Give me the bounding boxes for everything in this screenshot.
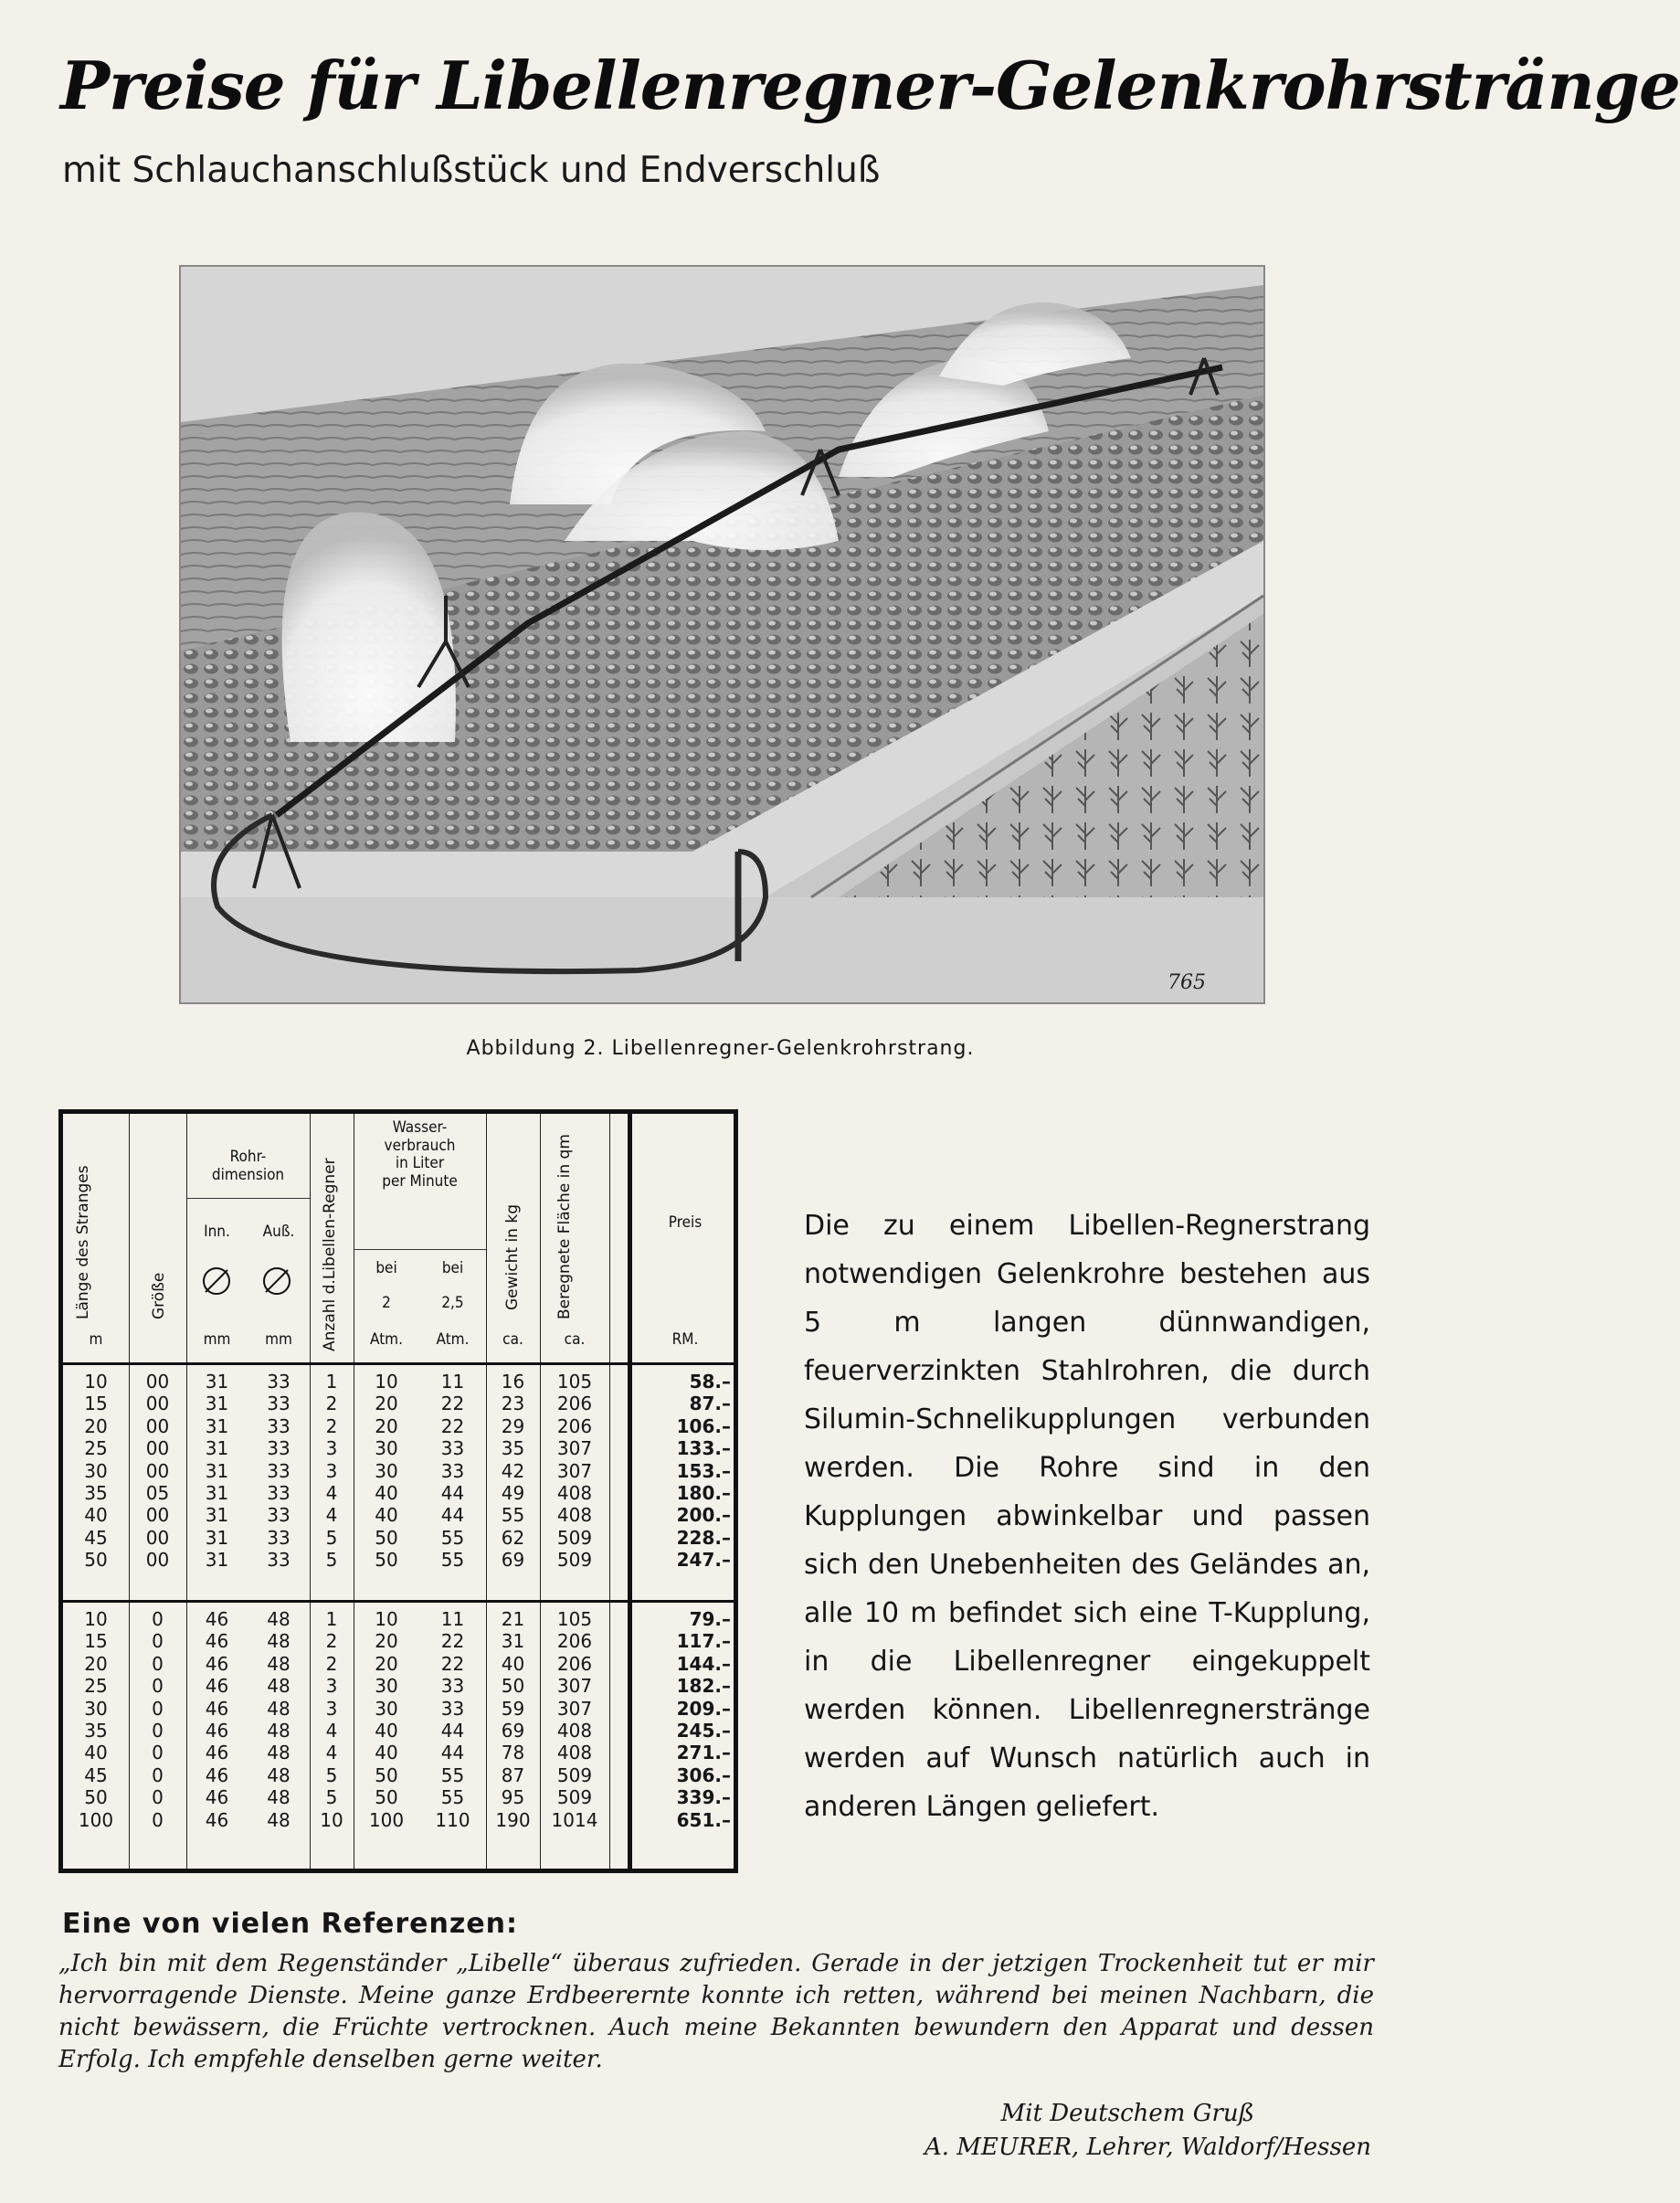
- header-atm-unit-2: Atm.: [436, 1330, 470, 1349]
- cell-area: 1014: [551, 1808, 598, 1831]
- table-row: [63, 1393, 734, 1414]
- table-row: [63, 1438, 734, 1458]
- header-at-2: bei: [441, 1259, 464, 1277]
- table-row: [63, 1765, 734, 1785]
- cell-water-2-5atm: 44: [440, 1504, 465, 1527]
- table-row: [63, 1416, 734, 1436]
- price-table: [58, 1109, 738, 1873]
- cell-inner-diameter: 46: [205, 1808, 229, 1831]
- cell-area: 408: [556, 1742, 593, 1764]
- header-length: Länge des Stranges: [74, 1165, 92, 1319]
- cell-area: 509: [556, 1786, 593, 1809]
- cell-water-2atm: 30: [375, 1459, 398, 1482]
- cell-inner-diameter: 31: [205, 1526, 229, 1549]
- cell-area: 206: [556, 1652, 593, 1675]
- cell-inner-diameter: 46: [205, 1652, 229, 1675]
- cell-water-2-5atm: 22: [440, 1630, 465, 1653]
- cell-inner-diameter: 46: [205, 1742, 229, 1764]
- cell-water-2atm: 50: [375, 1763, 398, 1786]
- cell-size: 0: [152, 1608, 164, 1630]
- header-atm-unit-1: Atm.: [370, 1330, 403, 1349]
- cell-water-2-5atm: 11: [440, 1608, 465, 1630]
- cell-water-2-5atm: 44: [440, 1742, 465, 1764]
- diameter-symbol-inner: [203, 1267, 230, 1295]
- cell-inner-diameter: 46: [205, 1697, 229, 1720]
- cell-size: 0: [152, 1808, 164, 1831]
- cell-length: 50: [84, 1786, 108, 1809]
- cell-price: 271.–: [676, 1742, 731, 1764]
- cell-size: 0: [152, 1786, 164, 1809]
- cell-length: 45: [84, 1763, 108, 1786]
- header-inner: Inn.: [204, 1223, 230, 1241]
- table-row: [63, 1787, 734, 1807]
- cell-water-2-5atm: 55: [440, 1526, 465, 1549]
- cell-inner-diameter: 31: [205, 1504, 229, 1527]
- cell-water-2atm: 20: [375, 1630, 398, 1653]
- cell-size: 0: [152, 1697, 164, 1720]
- cell-size: 0: [152, 1675, 164, 1698]
- cell-water-2atm: 30: [375, 1697, 398, 1720]
- cell-weight: 49: [501, 1482, 525, 1504]
- cell-length: 40: [84, 1742, 108, 1764]
- cell-sprinkler-count: 3: [325, 1459, 338, 1482]
- cell-length: 15: [84, 1630, 108, 1653]
- cell-sprinkler-count: 3: [325, 1437, 338, 1460]
- cell-outer-diameter: 33: [267, 1459, 291, 1482]
- cell-weight: 40: [501, 1652, 525, 1675]
- cell-price: 245.–: [676, 1720, 731, 1742]
- cell-size: 0: [152, 1720, 164, 1742]
- cell-weight: 190: [495, 1808, 531, 1831]
- header-size: Größe: [150, 1272, 168, 1319]
- cell-area: 408: [556, 1720, 593, 1742]
- cell-price: 306.–: [676, 1763, 731, 1786]
- cell-outer-diameter: 33: [267, 1549, 291, 1572]
- cell-outer-diameter: 48: [267, 1720, 291, 1742]
- cell-water-2-5atm: 55: [440, 1763, 465, 1786]
- table-row: [63, 1676, 734, 1696]
- header-price-unit: RM.: [671, 1330, 699, 1349]
- cell-water-2atm: 20: [375, 1652, 398, 1675]
- cell-sprinkler-count: 2: [325, 1652, 338, 1675]
- cell-length: 30: [84, 1697, 108, 1720]
- reference-greeting: Mit Deutschem Gruß: [1000, 2100, 1254, 2127]
- cell-weight: 21: [501, 1608, 525, 1630]
- cell-water-2atm: 10: [375, 1371, 398, 1393]
- cell-inner-diameter: 46: [205, 1630, 229, 1653]
- sprinkler-illustration: [179, 265, 1265, 1004]
- cell-water-2-5atm: 55: [440, 1786, 465, 1809]
- cell-inner-diameter: 46: [205, 1763, 229, 1786]
- cell-size: 0: [152, 1652, 164, 1675]
- cell-water-2atm: 50: [375, 1526, 398, 1549]
- cell-weight: 16: [501, 1371, 525, 1393]
- cell-weight: 50: [501, 1675, 525, 1698]
- table-row: [63, 1483, 734, 1503]
- cell-sprinkler-count: 10: [320, 1808, 343, 1831]
- cell-outer-diameter: 33: [267, 1437, 291, 1460]
- header-price: Preis: [668, 1213, 703, 1232]
- cell-outer-diameter: 48: [267, 1697, 291, 1720]
- cell-area: 206: [556, 1393, 593, 1415]
- header-pipe-dimension: Rohr- dimension: [211, 1148, 285, 1184]
- cell-outer-diameter: 48: [267, 1786, 291, 1809]
- cell-sprinkler-count: 2: [325, 1393, 338, 1415]
- reference-quote: „Ich bin mit dem Regenständer „Libelle“ überaus zufrieden. Gerade in der jetzigen Trockenheit tut er mir hervorragende Dienste. Meine ganze Erdbeerernte konnte ich retten, während bei meinen Nachbarn, die nicht bewässern, die Früchte vertrocknen. Auch meine Bekannten bewundern den Apparat und dessen Erfolg. Ich empfehle denselben gerne weiter.: [58, 1950, 1374, 2073]
- cell-price: 153.–: [676, 1459, 731, 1482]
- cell-length: 50: [84, 1549, 108, 1572]
- header-count: Anzahl d.Libellen-Regner: [321, 1158, 339, 1351]
- cell-size: 00: [145, 1526, 170, 1549]
- cell-length: 20: [84, 1414, 108, 1437]
- cell-size: 00: [145, 1504, 170, 1527]
- cell-water-2-5atm: 22: [440, 1414, 465, 1437]
- cell-water-2-5atm: 33: [440, 1697, 465, 1720]
- cell-outer-diameter: 33: [267, 1482, 291, 1504]
- page-title: Preise für Libellenregner-Gelenkrohrstränge: [60, 47, 1680, 124]
- cell-price: 117.–: [676, 1630, 731, 1653]
- cell-size: 00: [145, 1437, 170, 1460]
- cell-inner-diameter: 31: [205, 1459, 229, 1482]
- cell-sprinkler-count: 5: [325, 1786, 338, 1809]
- cell-price: 58.–: [689, 1371, 731, 1393]
- cell-inner-diameter: 31: [205, 1549, 229, 1572]
- cell-water-2atm: 30: [375, 1675, 398, 1698]
- cell-outer-diameter: 48: [267, 1763, 291, 1786]
- cell-outer-diameter: 48: [267, 1630, 291, 1653]
- header-weight-unit: ca.: [502, 1330, 523, 1349]
- header-water: Wasser- verbrauch in Liter per Minute: [382, 1118, 458, 1191]
- header-at-1: bei: [375, 1259, 397, 1277]
- cell-area: 307: [556, 1437, 593, 1460]
- header-atm-1: 2: [382, 1294, 391, 1312]
- description-text: [804, 1202, 1370, 1831]
- cell-water-2-5atm: 22: [440, 1393, 465, 1415]
- cell-water-2atm: 30: [375, 1437, 398, 1460]
- figure-caption: Abbildung 2. Libellenregner-Gelenkrohrstrang.: [466, 1037, 975, 1060]
- cell-length: 100: [78, 1808, 114, 1831]
- cell-price: 144.–: [676, 1652, 731, 1675]
- cell-size: 05: [145, 1482, 170, 1504]
- table-row: [63, 1810, 734, 1830]
- cell-area: 206: [556, 1630, 593, 1653]
- cell-inner-diameter: 31: [205, 1414, 229, 1437]
- description-paragraph: Die zu einem Libellen-Regnerstrang notwendigen Gelenkrohre bestehen aus 5 m langen dünnwandigen, feuerverzinkten Stahlrohren, die durch Silumin-Schnelikupplungen verbunden werden. Die Rohre sind in den Kupplungen abwinkelbar und passen sich den Unebenheiten des Geländes an, alle 10 m befindet sich eine T-Kupplung, in die Libellenregner eingekuppelt werden können. Libellenregnerstränge werden auf Wunsch natürlich auch in anderen Längen geliefert.: [804, 1210, 1370, 1823]
- cell-water-2-5atm: 22: [440, 1652, 465, 1675]
- cell-sprinkler-count: 2: [325, 1630, 338, 1653]
- cell-price: 247.–: [676, 1549, 731, 1572]
- cell-sprinkler-count: 3: [325, 1697, 338, 1720]
- cell-weight: 23: [501, 1393, 525, 1415]
- header-atm-2: 2,5: [441, 1294, 464, 1312]
- cell-weight: 31: [501, 1630, 525, 1653]
- cell-size: 00: [145, 1459, 170, 1482]
- cell-length: 25: [84, 1437, 108, 1460]
- cell-sprinkler-count: 1: [325, 1371, 338, 1393]
- cell-size: 00: [145, 1393, 170, 1415]
- cell-area: 307: [556, 1675, 593, 1698]
- cell-area: 408: [556, 1482, 593, 1504]
- table-row: [63, 1654, 734, 1674]
- cell-water-2atm: 100: [368, 1808, 405, 1831]
- cell-water-2atm: 40: [375, 1742, 398, 1764]
- cell-outer-diameter: 48: [267, 1652, 291, 1675]
- cell-outer-diameter: 33: [267, 1504, 291, 1527]
- cell-water-2-5atm: 44: [440, 1482, 465, 1504]
- plate-number: 765: [1168, 971, 1206, 994]
- cell-area: 307: [556, 1459, 593, 1482]
- cell-size: 00: [145, 1549, 170, 1572]
- header-mm-outer: mm: [265, 1330, 292, 1349]
- cell-sprinkler-count: 3: [325, 1675, 338, 1698]
- cell-price: 180.–: [676, 1482, 731, 1504]
- cell-price: 228.–: [676, 1526, 731, 1549]
- cell-water-2-5atm: 33: [440, 1675, 465, 1698]
- cell-inner-diameter: 46: [205, 1608, 229, 1630]
- table-row: [63, 1528, 734, 1548]
- header-weight: Gewicht in kg: [503, 1204, 522, 1310]
- cell-area: 509: [556, 1549, 593, 1572]
- cell-sprinkler-count: 5: [325, 1526, 338, 1549]
- cell-outer-diameter: 48: [267, 1608, 291, 1630]
- cell-sprinkler-count: 4: [325, 1504, 338, 1527]
- cell-price: 133.–: [676, 1437, 731, 1460]
- cell-area: 307: [556, 1697, 593, 1720]
- cell-weight: 69: [501, 1720, 525, 1742]
- cell-sprinkler-count: 4: [325, 1482, 338, 1504]
- cell-length: 40: [84, 1504, 108, 1527]
- header-length-unit: m: [89, 1330, 103, 1349]
- cell-area: 105: [556, 1371, 593, 1393]
- cell-inner-diameter: 31: [205, 1482, 229, 1504]
- cell-water-2atm: 50: [375, 1549, 398, 1572]
- table-row: [63, 1742, 734, 1763]
- cell-weight: 69: [501, 1549, 525, 1572]
- cell-length: 25: [84, 1675, 108, 1698]
- cell-area: 105: [556, 1608, 593, 1630]
- table-row: [63, 1699, 734, 1719]
- cell-size: 0: [152, 1763, 164, 1786]
- cell-price: 87.–: [689, 1393, 731, 1415]
- table-row: [63, 1372, 734, 1392]
- cell-water-2-5atm: 33: [440, 1459, 465, 1482]
- cell-sprinkler-count: 5: [325, 1549, 338, 1572]
- table-row: [63, 1609, 734, 1629]
- cell-area: 509: [556, 1526, 593, 1549]
- cell-size: 00: [145, 1371, 170, 1393]
- cell-sprinkler-count: 4: [325, 1720, 338, 1742]
- cell-water-2-5atm: 110: [435, 1808, 470, 1831]
- page-subtitle: mit Schlauchanschlußstück und Endverschluß: [62, 150, 881, 191]
- cell-length: 15: [84, 1393, 108, 1415]
- cell-weight: 55: [501, 1504, 525, 1527]
- cell-outer-diameter: 48: [267, 1808, 291, 1831]
- cell-weight: 95: [501, 1786, 525, 1809]
- cell-weight: 87: [501, 1763, 525, 1786]
- cell-size: 0: [152, 1742, 164, 1764]
- cell-water-2atm: 50: [375, 1786, 398, 1809]
- cell-area: 408: [556, 1504, 593, 1527]
- cell-outer-diameter: 33: [267, 1393, 291, 1415]
- cell-sprinkler-count: 4: [325, 1742, 338, 1764]
- table-row: [63, 1721, 734, 1741]
- cell-water-2atm: 10: [375, 1608, 398, 1630]
- cell-weight: 59: [501, 1697, 525, 1720]
- cell-inner-diameter: 46: [205, 1720, 229, 1742]
- cell-area: 206: [556, 1414, 593, 1437]
- cell-length: 20: [84, 1652, 108, 1675]
- reference-signature: A. MEURER, Lehrer, Waldorf/Hessen: [924, 2134, 1371, 2161]
- cell-water-2-5atm: 33: [440, 1437, 465, 1460]
- cell-sprinkler-count: 2: [325, 1414, 338, 1437]
- header-area: Beregnete Fläche in qm: [555, 1134, 574, 1319]
- cell-size: 0: [152, 1630, 164, 1653]
- cell-inner-diameter: 31: [205, 1393, 229, 1415]
- cell-water-2-5atm: 55: [440, 1549, 465, 1572]
- cell-sprinkler-count: 5: [325, 1763, 338, 1786]
- table-row: [63, 1631, 734, 1651]
- cell-area: 509: [556, 1763, 593, 1786]
- cell-sprinkler-count: 1: [325, 1608, 338, 1630]
- cell-length: 30: [84, 1459, 108, 1482]
- cell-weight: 62: [501, 1526, 525, 1549]
- cell-outer-diameter: 48: [267, 1675, 291, 1698]
- header-area-unit: ca.: [564, 1330, 586, 1349]
- cell-price: 209.–: [676, 1697, 731, 1720]
- cell-price: 106.–: [676, 1414, 731, 1437]
- diameter-symbol-outer: [263, 1267, 291, 1295]
- reference-heading: Eine von vielen Referenzen:: [62, 1908, 519, 1940]
- cell-inner-diameter: 31: [205, 1371, 229, 1393]
- cell-size: 00: [145, 1414, 170, 1437]
- cell-weight: 78: [501, 1742, 525, 1764]
- cell-length: 10: [84, 1371, 108, 1393]
- cell-length: 35: [84, 1720, 108, 1742]
- cell-price: 182.–: [676, 1675, 731, 1698]
- cell-water-2atm: 20: [375, 1393, 398, 1415]
- cell-inner-diameter: 46: [205, 1675, 229, 1698]
- cell-length: 35: [84, 1482, 108, 1504]
- cell-weight: 35: [501, 1437, 525, 1460]
- cell-outer-diameter: 33: [267, 1371, 291, 1393]
- cell-water-2atm: 40: [375, 1482, 398, 1504]
- cell-price: 339.–: [676, 1786, 731, 1809]
- table-row: [63, 1505, 734, 1525]
- cell-water-2atm: 40: [375, 1504, 398, 1527]
- header-outer: Auß.: [262, 1223, 295, 1241]
- cell-weight: 42: [501, 1459, 525, 1482]
- cell-length: 10: [84, 1608, 108, 1630]
- cell-length: 45: [84, 1526, 108, 1549]
- cell-outer-diameter: 48: [267, 1742, 291, 1764]
- cell-outer-diameter: 33: [267, 1526, 291, 1549]
- cell-outer-diameter: 33: [267, 1414, 291, 1437]
- cell-price: 651.–: [676, 1808, 731, 1831]
- cell-water-2-5atm: 11: [440, 1371, 465, 1393]
- cell-weight: 29: [501, 1414, 525, 1437]
- header-mm-inner: mm: [203, 1330, 231, 1349]
- cell-water-2atm: 40: [375, 1720, 398, 1742]
- table-row: [63, 1550, 734, 1570]
- cell-price: 200.–: [676, 1504, 731, 1527]
- cell-water-2atm: 20: [375, 1414, 398, 1437]
- cell-inner-diameter: 31: [205, 1437, 229, 1460]
- cell-price: 79.–: [689, 1608, 731, 1630]
- table-row: [63, 1461, 734, 1481]
- cell-water-2-5atm: 44: [440, 1720, 465, 1742]
- cell-inner-diameter: 46: [205, 1786, 229, 1809]
